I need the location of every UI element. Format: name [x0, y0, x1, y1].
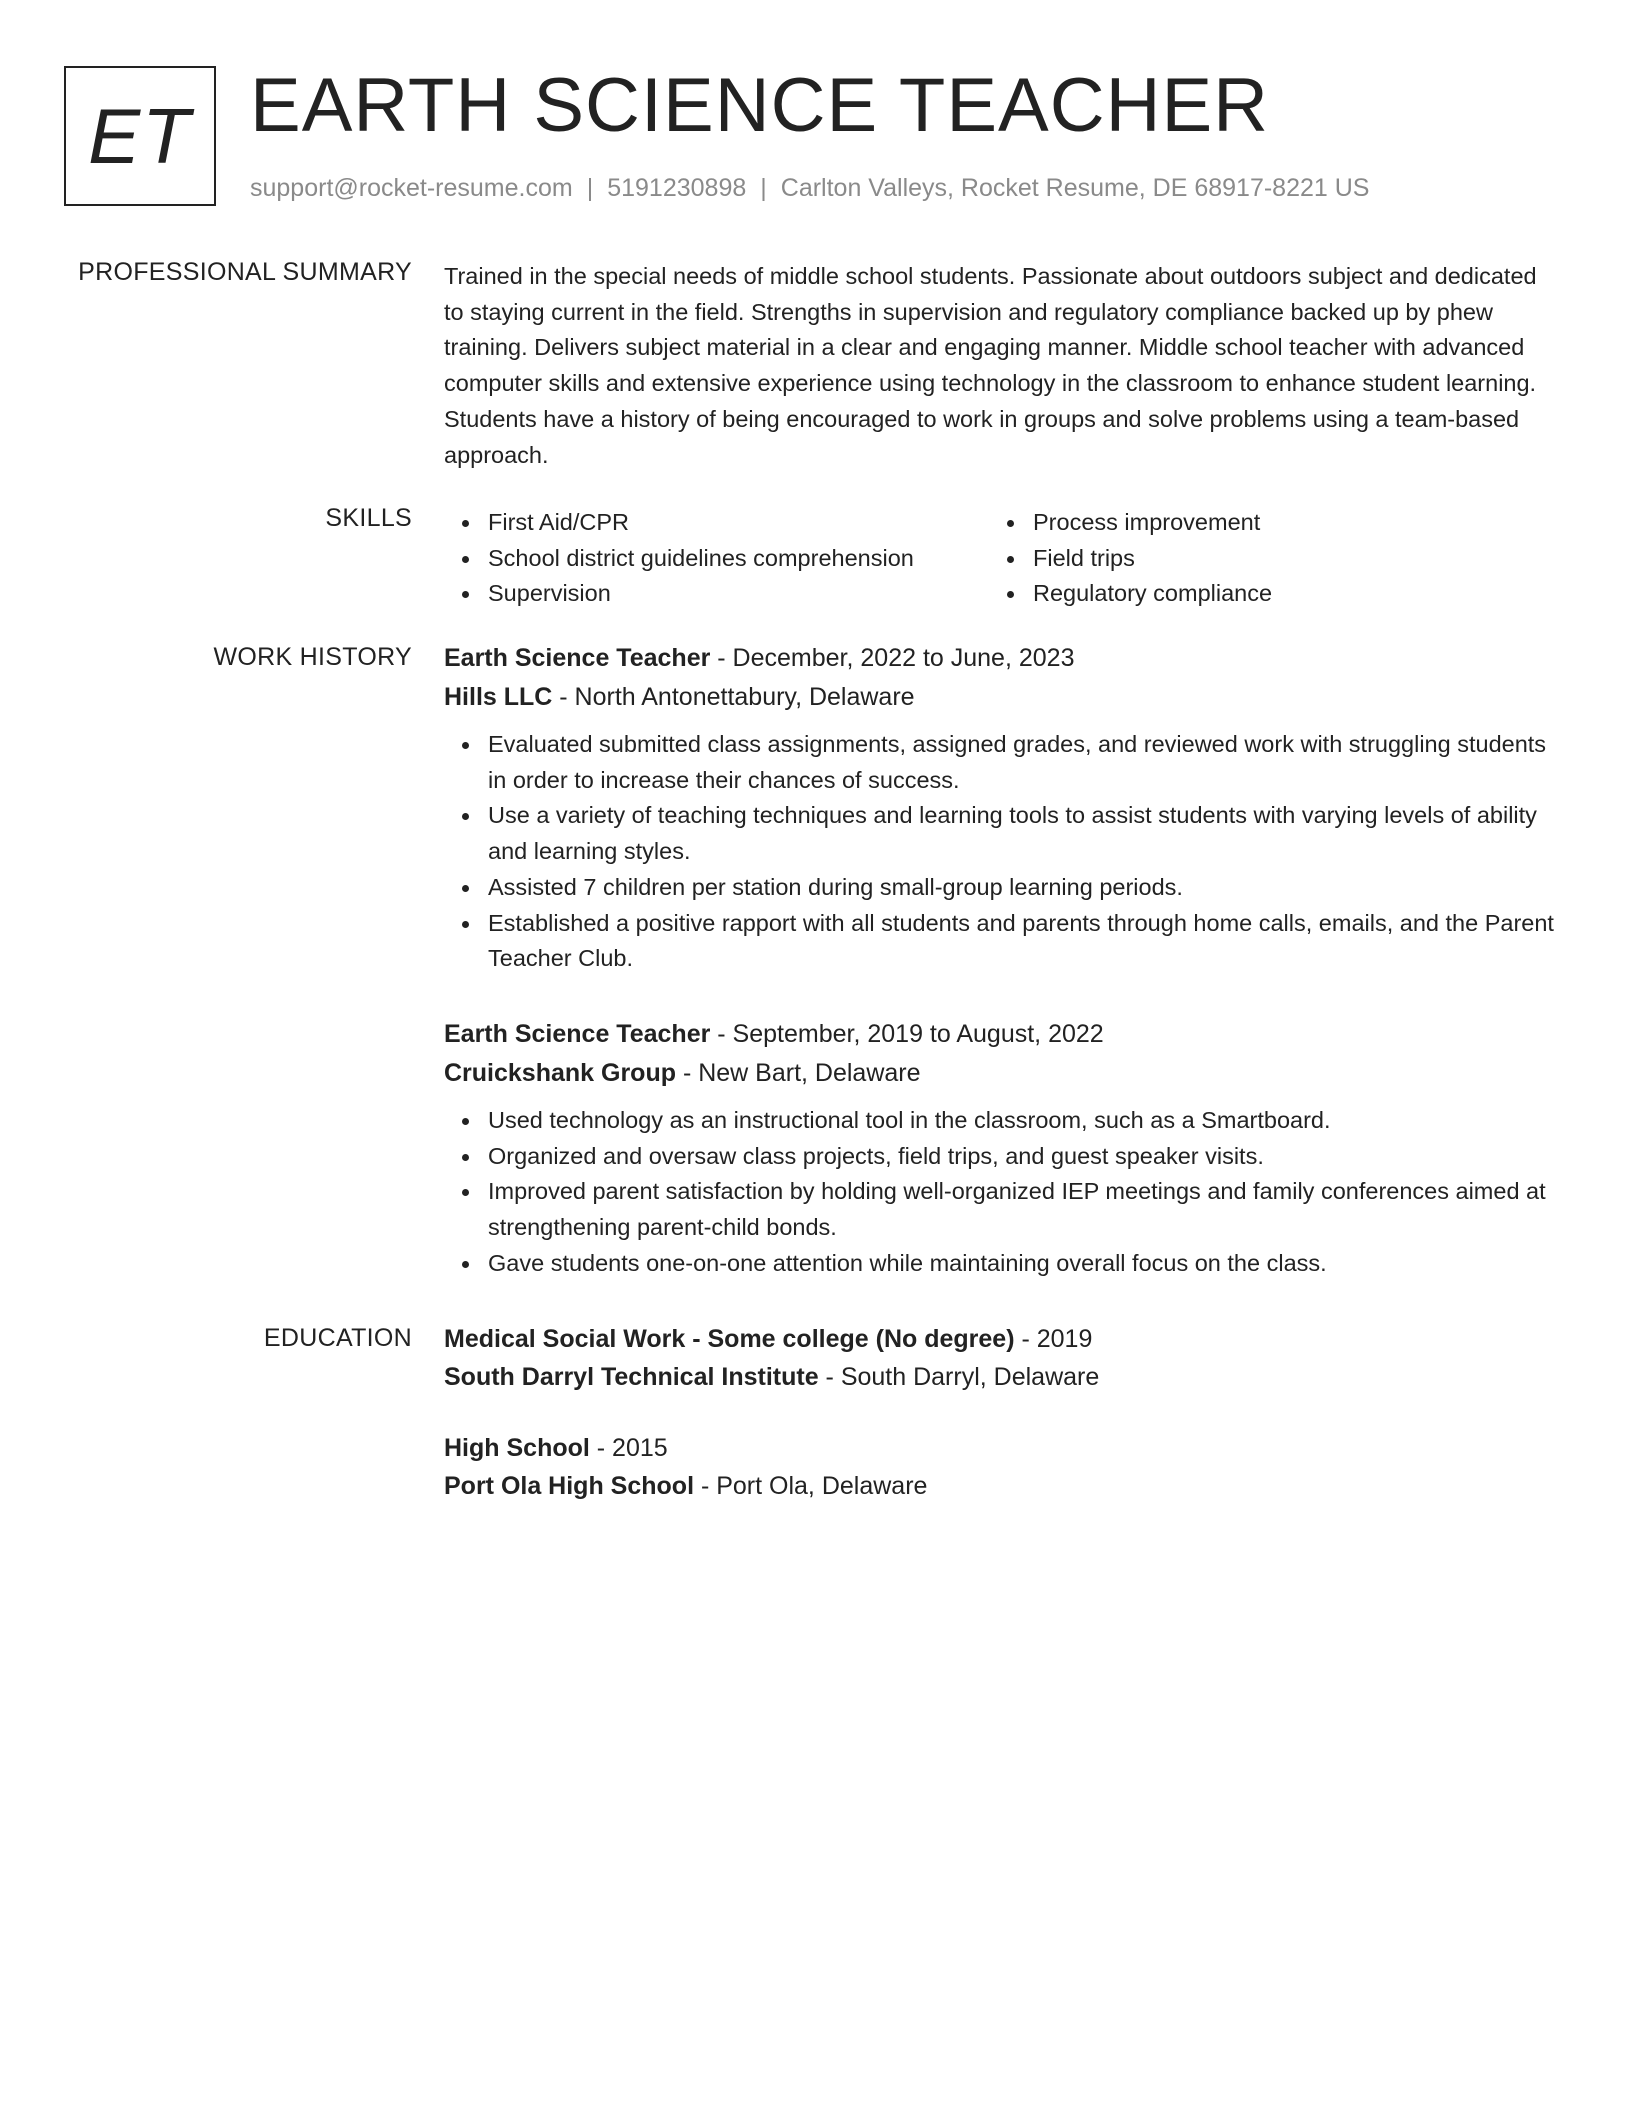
job-bullets: [444, 727, 1554, 977]
contact-line: [250, 174, 1369, 203]
education-degree-line: [444, 1429, 1554, 1467]
contact-address: Carlton Valleys, Rocket Resume, DE 68917-8221 US: [780, 174, 1370, 202]
job-bullets: [444, 1103, 1554, 1282]
education-heading: EDUCATION: [263, 1324, 412, 1352]
education-entry: [444, 1320, 1554, 1396]
job-entry: [444, 1015, 1554, 1282]
job-company-line: [444, 678, 1554, 717]
education-year: - 2015: [589, 1434, 668, 1462]
education-location: - South Darryl, Delaware: [818, 1363, 1100, 1391]
job-company-line: [444, 1054, 1554, 1093]
education-year: - 2019: [1014, 1325, 1093, 1353]
job-title: Earth Science Teacher: [444, 644, 711, 672]
education-entry: [444, 1429, 1554, 1505]
education-location: - Port Ola, Delaware: [694, 1472, 928, 1500]
skills-body: [444, 505, 1554, 612]
job-entry: [444, 639, 1554, 977]
education-school-line: [444, 1467, 1554, 1505]
contact-phone[interactable]: 5191230898: [607, 174, 747, 202]
job-bullet: Organized and oversaw class projects, field trips, and guest speaker visits.: [488, 1139, 1554, 1175]
contact-separator: |: [760, 174, 767, 202]
job-title: Earth Science Teacher: [444, 1020, 711, 1048]
education-degree: Medical Social Work - Some college (No degree): [444, 1325, 1015, 1353]
job-location: - New Bart, Delaware: [676, 1059, 921, 1087]
contact-email[interactable]: support@rocket-resume.com: [250, 174, 573, 202]
job-title-line: [444, 639, 1554, 678]
education-degree-line: [444, 1320, 1554, 1358]
job-dates: - September, 2019 to August, 2022: [710, 1020, 1104, 1048]
contact-separator: |: [586, 174, 594, 202]
job-bullet: Gave students one-on-one attention while maintaining overall focus on the class.: [488, 1246, 1554, 1282]
job-title-line: [444, 1015, 1554, 1054]
summary-body: [444, 259, 1554, 473]
job-bullet: Use a variety of teaching techniques and learning tools to assist students with varying levels of ability and learning styles.: [488, 798, 1554, 869]
job-bullet: Assisted 7 children per station during small-group learning periods.: [488, 870, 1554, 906]
monogram-initials: ET: [88, 91, 192, 180]
resume-title: EARTH SCIENCE TEACHER: [250, 63, 1270, 148]
skills-grid: [444, 505, 1554, 612]
education-school-line: [444, 1358, 1554, 1396]
education-degree: High School: [444, 1434, 590, 1462]
skills-column-left: [444, 505, 989, 612]
skill-item: Supervision: [488, 576, 989, 612]
job-location: - North Antonettabury, Delaware: [552, 683, 915, 711]
skill-item: Field trips: [1033, 541, 1534, 577]
job-bullet: Established a positive rapport with all students and parents through home calls, emails, and the Parent Teacher Club.: [488, 906, 1554, 977]
summary-text: Trained in the special needs of middle school students. Passionate about outdoors subject and dedicated to staying current in the field. Strengths in supervision and regulatory compliance backed up by phew training. Delivers subject material in a clear and engaging manner. Middle school teacher with advanced computer skills and extensive experience using technology in the classroom to enhance student learning. Students have a history of being encouraged to work in groups and solve problems using a team-based approach.: [444, 263, 1537, 468]
skills-heading: SKILLS: [325, 504, 412, 532]
skill-item: Process improvement: [1033, 505, 1534, 541]
summary-heading: PROFESSIONAL SUMMARY: [78, 258, 412, 286]
education-school: South Darryl Technical Institute: [444, 1363, 819, 1391]
skill-item: First Aid/CPR: [488, 505, 989, 541]
job-company: Cruickshank Group: [444, 1059, 676, 1087]
skill-item: Regulatory compliance: [1033, 576, 1534, 612]
job-company: Hills LLC: [444, 683, 553, 711]
monogram-box: [64, 66, 216, 206]
work-history-heading: WORK HISTORY: [213, 643, 412, 671]
job-bullet: Used technology as an instructional tool in the classroom, such as a Smartboard.: [488, 1103, 1554, 1139]
job-dates: - December, 2022 to June, 2023: [710, 644, 1075, 672]
skill-item: School district guidelines comprehension: [488, 541, 989, 577]
skills-column-right: [989, 505, 1534, 612]
job-bullet: Improved parent satisfaction by holding well-organized IEP meetings and family conferences aimed at strengthening parent-child bonds.: [488, 1174, 1554, 1245]
job-bullet: Evaluated submitted class assignments, assigned grades, and reviewed work with struggling students in order to increase their chances of success.: [488, 727, 1554, 798]
education-school: Port Ola High School: [444, 1472, 695, 1500]
